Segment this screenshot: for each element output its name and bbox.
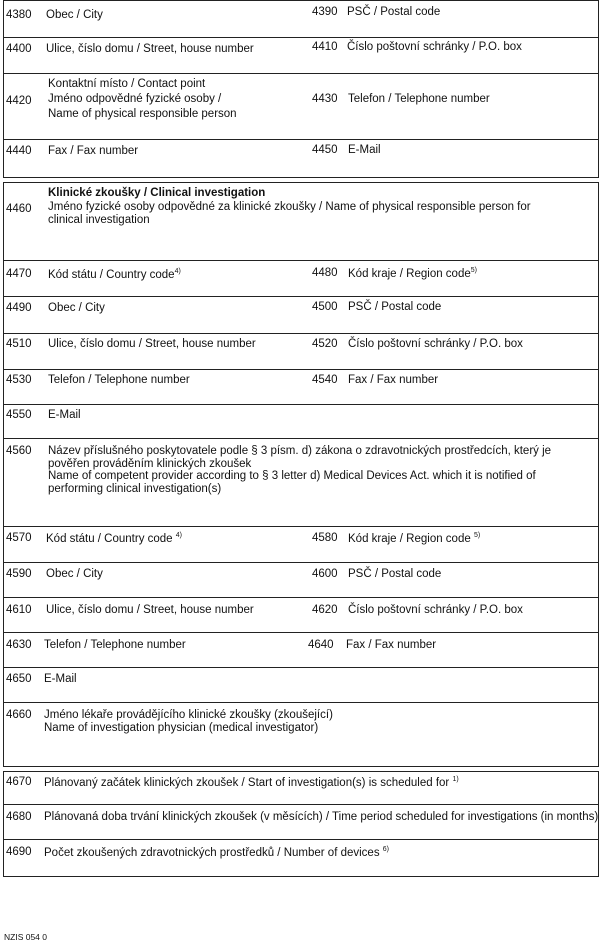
field-code: 4640	[308, 639, 334, 651]
row-4630	[3, 633, 599, 668]
field-code: 4450	[312, 144, 338, 156]
field-code: 4490	[6, 302, 32, 314]
row-4420	[3, 74, 599, 140]
row-4650	[3, 668, 599, 703]
duration-field[interactable]: Plánovaná doba trvání klinických zkoušek (v měsících) / Time period scheduled for investigations (in months)	[44, 811, 599, 823]
row-4490	[3, 297, 599, 334]
field-code: 4550	[6, 409, 32, 421]
device-count-field[interactable]	[44, 846, 389, 859]
fax-field[interactable]: Fax / Fax number	[348, 374, 439, 386]
row-4670	[3, 771, 599, 805]
po-box-field[interactable]: Číslo poštovní schránky / P.O. box	[348, 338, 523, 350]
footnote-ref: 6)	[382, 846, 390, 853]
form	[3, 0, 599, 877]
row-4380	[3, 0, 599, 38]
city-field[interactable]: Obec / City	[46, 9, 103, 21]
po-box-field[interactable]: Číslo poštovní schránky / P.O. box	[348, 604, 523, 616]
field-code: 4410	[312, 41, 338, 53]
row-4610	[3, 598, 599, 633]
email-field[interactable]: E-Mail	[348, 144, 381, 156]
row-4550	[3, 405, 599, 439]
postal-code-field[interactable]: PSČ / Postal code	[347, 6, 441, 18]
country-code-label: Kód státu / Country code	[48, 268, 175, 281]
field-code: 4460	[6, 203, 32, 215]
email-field[interactable]: E-Mail	[48, 409, 81, 421]
field-code: 4590	[6, 568, 32, 580]
city-field[interactable]: Obec / City	[48, 302, 105, 314]
field-code: 4420	[6, 95, 32, 107]
fax-field[interactable]: Fax / Fax number	[346, 639, 437, 651]
postal-code-field[interactable]: PSČ / Postal code	[348, 301, 442, 313]
street-field[interactable]: Ulice, číslo domu / Street, house number	[46, 43, 254, 55]
region-code-label: Kód kraje / Region code	[348, 532, 471, 545]
country-code-field[interactable]	[46, 532, 182, 545]
street-field[interactable]: Ulice, číslo domu / Street, house number	[46, 604, 254, 616]
region-code-field[interactable]	[348, 532, 480, 545]
row-4530	[3, 370, 599, 405]
device-count-label: Počet zkoušených zdravotnických prostředků / Number of devices	[44, 846, 380, 859]
telephone-field[interactable]: Telefon / Telephone number	[348, 93, 490, 105]
field-code: 4530	[6, 374, 32, 386]
field-code: 4470	[6, 268, 32, 280]
row-4690	[3, 840, 599, 877]
country-code-field[interactable]	[48, 268, 181, 281]
row-4590	[3, 563, 599, 598]
region-code-label: Kód kraje / Region code	[348, 267, 471, 280]
row-4560	[3, 439, 599, 527]
field-code: 4600	[312, 568, 338, 580]
row-4460	[3, 182, 599, 261]
field-code: 4610	[6, 604, 32, 616]
po-box-field[interactable]: Číslo poštovní schránky / P.O. box	[347, 41, 522, 53]
email-field[interactable]: E-Mail	[44, 673, 77, 685]
clinical-responsible-person-field[interactable]: Jméno fyzické osoby odpovědné za klinické zkoušky / Name of physical responsible person for clinical investigation	[48, 201, 531, 226]
postal-code-field[interactable]: PSČ / Postal code	[348, 568, 442, 580]
row-4440	[3, 140, 599, 178]
field-code: 4680	[6, 811, 32, 823]
footnote-ref: 5)	[473, 532, 481, 539]
row-4570	[3, 527, 599, 563]
field-code: 4690	[6, 846, 32, 858]
street-field[interactable]: Ulice, číslo domu / Street, house number	[48, 338, 256, 350]
field-code: 4580	[312, 532, 338, 544]
field-code: 4540	[312, 374, 338, 386]
start-date-label: Plánovaný začátek klinických zkoušek / Start of investigation(s) is scheduled for	[44, 776, 450, 789]
row-4680	[3, 805, 599, 840]
field-code: 4380	[6, 9, 32, 21]
field-code: 4630	[6, 639, 32, 651]
field-code: 4480	[312, 267, 338, 279]
row-4510	[3, 334, 599, 370]
field-code: 4570	[6, 532, 32, 544]
field-code: 4520	[312, 338, 338, 350]
field-code: 4660	[6, 709, 32, 721]
country-code-label: Kód státu / Country code	[46, 532, 173, 545]
section-heading: Klinické zkoušky / Clinical investigation	[48, 187, 266, 199]
provider-name-field[interactable]: Název příslušného poskytovatele podle § 3 písm. d) zákona o zdravotnických prostředcích, který je pověřen prováděním klinických zkoušek	[48, 445, 552, 470]
field-code: 4500	[312, 301, 338, 313]
region-code-field[interactable]	[348, 267, 477, 280]
footnote-ref: 1)	[452, 776, 459, 783]
city-field[interactable]: Obec / City	[46, 568, 103, 580]
field-code: 4390	[312, 6, 338, 18]
fax-field[interactable]: Fax / Fax number	[48, 145, 139, 157]
field-code: 4430	[312, 93, 338, 105]
provider-name-field-en: Name of competent provider according to § 3 letter d) Medical Devices Act. which it is notified of performing clinical investigation(s)	[48, 470, 536, 495]
responsible-person-field-en: Name of physical responsible person	[48, 108, 237, 120]
footnote-ref: 4)	[175, 532, 183, 539]
field-code: 4440	[6, 145, 32, 157]
footnote-ref: 5)	[470, 267, 477, 274]
row-4660	[3, 703, 599, 767]
telephone-field[interactable]: Telefon / Telephone number	[44, 639, 186, 651]
field-code: 4560	[6, 445, 32, 457]
field-code: 4650	[6, 673, 32, 685]
start-date-field[interactable]	[44, 776, 459, 789]
row-4470	[3, 261, 599, 297]
form-id: NZIS 054 0	[4, 932, 47, 942]
field-code: 4510	[6, 338, 32, 350]
investigator-name-field[interactable]: Jméno lékaře provádějícího klinické zkoušky (zkoušející)	[44, 709, 333, 721]
row-4400	[3, 38, 599, 74]
field-code: 4670	[6, 776, 32, 788]
field-code: 4400	[6, 43, 32, 55]
footnote-ref: 4)	[174, 268, 181, 275]
field-code: 4620	[312, 604, 338, 616]
responsible-person-field[interactable]: Jméno odpovědné fyzické osoby /	[48, 93, 222, 105]
investigator-name-field-en: Name of investigation physician (medical investigator)	[44, 722, 319, 734]
telephone-field[interactable]: Telefon / Telephone number	[48, 374, 190, 386]
section-heading: Kontaktní místo / Contact point	[48, 78, 206, 90]
